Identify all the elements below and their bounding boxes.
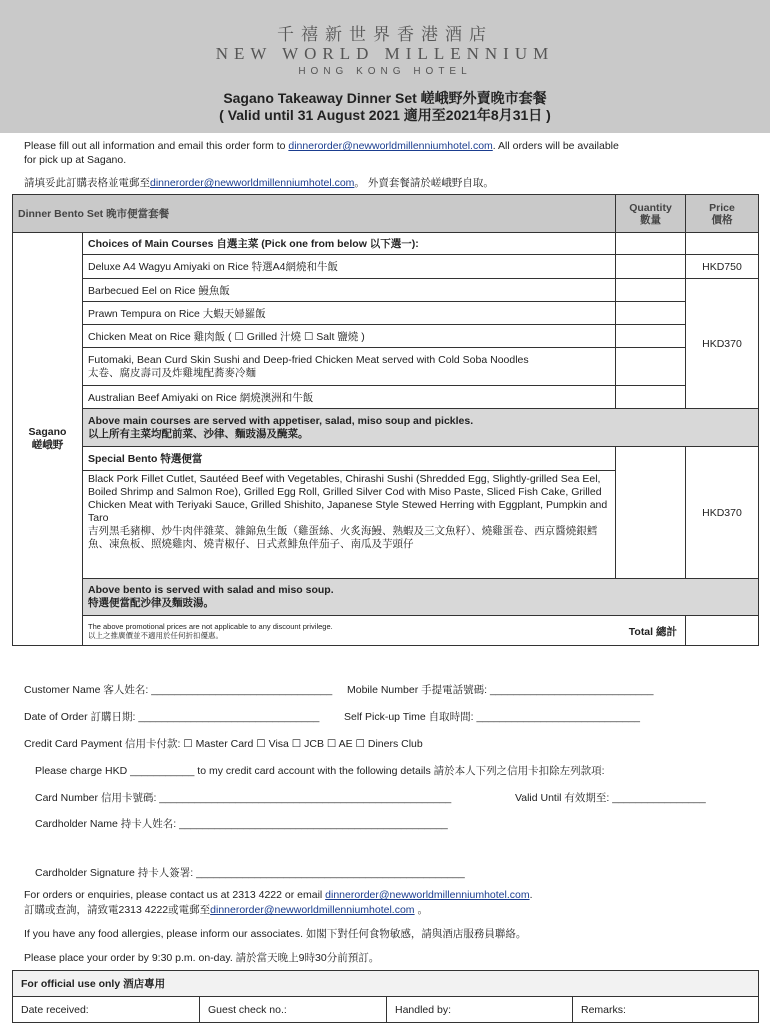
special-bento-note xyxy=(83,579,759,616)
menu-item-chicken: Chicken Meat on Rice 雞肉飯 ( ☐ Grilled 汁燒 ☐ Salt 鹽燒 ) xyxy=(83,325,616,348)
table-header-row xyxy=(13,195,759,233)
column-header-quantity: Quantity 數量 xyxy=(616,195,686,233)
quantity-input-eel[interactable] xyxy=(616,279,686,302)
credit-card-type-options[interactable]: Credit Card Payment 信用卡付款: ☐ Master Card ☐ Visa ☐ JCB ☐ AE ☐ Diners Club xyxy=(24,738,423,750)
charge-amount-field[interactable]: Please charge HKD ___________ to my credit card account with the following details 請於本人下列之信用卡扣除左列款項: xyxy=(35,765,605,777)
promo-note-zh: 以上之推廣價並不適用於任何折扣優惠。 xyxy=(88,630,223,640)
table-row xyxy=(13,279,759,302)
quantity-input-futomaki[interactable] xyxy=(616,348,686,386)
intro-zh-line xyxy=(24,175,494,190)
column-header-set: Dinner Bento Set 晚市便當套餐 xyxy=(13,195,616,233)
cardholder-signature-field[interactable]: Cardholder Signature 持卡人簽署: ______________________________________________ xyxy=(35,867,465,879)
handled-by-cell[interactable]: Handled by: xyxy=(387,997,573,1023)
allergy-note: If you have any food allergies, please inform our associates. 如閣下對任何食物敏感，請與酒店服務員聯絡。 xyxy=(24,928,527,940)
intro-en-line1 xyxy=(24,140,619,152)
choices-heading-row xyxy=(13,233,759,255)
official-use-table xyxy=(12,970,759,1023)
menu-item-wagyu: Deluxe A4 Wagyu Amiyaki on Rice 特選A4網燒和牛飯 xyxy=(83,255,616,279)
quantity-input-wagyu[interactable] xyxy=(616,255,686,279)
main-note-en: Above main courses are served with appetiser, salad, miso soup and pickles. xyxy=(88,414,474,427)
price-group-370: HKD370 xyxy=(686,279,759,409)
enquiry-zh-prefix: 訂購或查詢，請致電2313 4222或電郵至 xyxy=(24,904,211,916)
dinner-bento-table xyxy=(12,194,759,646)
set-title-line1: Sagano Takeaway Dinner Set 嵯峨野外賣晚市套餐 xyxy=(223,90,547,106)
main-courses-note xyxy=(83,409,759,447)
menu-item-prawn-tempura: Prawn Tempura on Rice 大蝦天婦羅飯 xyxy=(83,302,616,325)
guest-check-cell[interactable]: Guest check no.: xyxy=(200,997,387,1023)
special-note-zh: 特選便當配沙律及麵豉湯。 xyxy=(88,597,214,609)
main-note-row xyxy=(13,409,759,447)
table-row xyxy=(13,255,759,279)
special-desc-zh: 吉列黑毛豬柳、炒牛肉伴雜菜、雜錦魚生飯（雞蛋絲、火炙海鰻、熟蝦及三文魚籽）、燒雞蛋卷、西京醬燒銀鱈魚、凍魚板、照燒雞肉、燒青椒仔、日式煮鯡魚伴茄子、南瓜及芋頭仔 xyxy=(88,525,598,550)
main-note-zh: 以上所有主菜均配前菜、沙律、麵豉湯及醃菜。 xyxy=(88,427,309,440)
hotel-name-chinese: 千禧新世界香港酒店 xyxy=(277,25,493,45)
enquiry-en-prefix: For orders or enquiries, please contact us at 2313 4222 or email xyxy=(24,889,326,901)
total-label: Total 總計 xyxy=(628,626,677,638)
special-bento-title: Special Bento 特選便當 xyxy=(83,447,616,471)
enquiry-zh-suffix: 。 xyxy=(414,904,428,916)
menu-item-eel: Barbecued Eel on Rice 鰻魚飯 xyxy=(83,279,616,302)
total-row xyxy=(13,616,759,646)
special-note-row xyxy=(13,579,759,616)
special-note-en: Above bento is served with salad and miso soup. xyxy=(88,584,334,596)
promo-note-cell xyxy=(83,616,686,646)
menu-item-australian-beef: Australian Beef Amiyaki on Rice 網燒澳洲和牛飯 xyxy=(83,386,616,409)
enquiry-zh-line xyxy=(24,902,428,917)
menu-item-futomaki: Futomaki, Bean Curd Skin Sushi and Deep-fried Chicken Meat served with Cold Soba Noodles 太卷、腐皮壽司及炸雞塊配蕎麥冷麵 xyxy=(83,348,616,386)
enquiry-email-link[interactable]: dinnerorder@newworldmillenniumhotel.com xyxy=(325,889,530,901)
official-title-row xyxy=(13,971,759,997)
choices-heading: Choices of Main Courses 自選主菜 (Pick one from below 以下選一): xyxy=(83,233,616,255)
column-header-price: Price 價格 xyxy=(686,195,759,233)
intro-en-suffix: . All orders will be available xyxy=(492,140,619,152)
special-title-row xyxy=(13,447,759,471)
valid-until-field[interactable]: Valid Until 有效期至: ________________ xyxy=(515,792,706,804)
special-bento-description xyxy=(83,471,616,579)
quantity-input-prawn[interactable] xyxy=(616,302,686,325)
intro-en-line2: for pick up at Sagano. xyxy=(24,154,127,166)
set-title xyxy=(0,90,770,124)
pickup-time-field[interactable]: Self Pick-up Time 自取時間: ____________________________ xyxy=(344,711,640,723)
total-quantity-input[interactable] xyxy=(686,616,759,646)
intro-zh-suffix: 。 外賣套餐請於嵯峨野自取。 xyxy=(354,177,494,189)
table-row xyxy=(13,302,759,325)
set-title-line2: ( Valid until 31 August 2021 適用至2021年8月31日 ) xyxy=(219,107,551,123)
quantity-input-beef[interactable] xyxy=(616,386,686,409)
order-deadline-note: Please place your order by 9:30 p.m. on-day. 請於當天晚上9時30分前預訂。 xyxy=(24,952,380,964)
cardholder-name-field[interactable]: Cardholder Name 持卡人姓名: ______________________________________________ xyxy=(35,818,448,830)
special-desc-en: Black Pork Fillet Cutlet, Sautéed Beef with Vegetables, Chirashi Sushi (Shredded Egg, Slightly-grilled Sea Eel, Boiled Shrimp and Salmon Roe), Grilled Egg Roll, Grilled Silver Cod with Miso Paste, Sliced Fish Cake, Grilled Chicken Meat with Teriyaki Sauce, Grilled Shishito, Japanese Style Stewed Herring with Eggplant, Pumpkin and Taro xyxy=(88,473,608,524)
enquiry-en-dot: . xyxy=(529,889,533,901)
official-fields-row xyxy=(13,997,759,1023)
quantity-cell-heading xyxy=(616,233,686,255)
table-row xyxy=(13,325,759,348)
intro-en-prefix: Please fill out all information and email this order form to xyxy=(24,140,289,152)
hotel-name-english: NEW WORLD MILLENNIUM xyxy=(215,44,555,63)
quantity-input-chicken[interactable] xyxy=(616,325,686,348)
price-special: HKD370 xyxy=(686,447,759,579)
restaurant-name: Sagano 嵯峨野 xyxy=(13,233,83,646)
hotel-name-subtitle: HONG KONG HOTEL xyxy=(298,66,472,77)
price-cell-heading xyxy=(686,233,759,255)
date-of-order-field[interactable]: Date of Order 訂購日期: _______________________________ xyxy=(24,711,320,723)
quantity-input-special[interactable] xyxy=(616,447,686,579)
hotel-header xyxy=(0,0,770,133)
customer-name-field[interactable]: Customer Name 客人姓名: _______________________________ xyxy=(24,684,333,696)
order-email-link-zh[interactable]: dinnerorder@newworldmillenniumhotel.com xyxy=(150,177,355,189)
enquiry-email-link-zh[interactable]: dinnerorder@newworldmillenniumhotel.com xyxy=(210,904,415,916)
card-number-field[interactable]: Card Number 信用卡號碼: __________________________________________________ xyxy=(35,792,452,804)
price-wagyu: HKD750 xyxy=(686,255,759,279)
remarks-cell[interactable]: Remarks: xyxy=(573,997,759,1023)
order-email-link[interactable]: dinnerorder@newworldmillenniumhotel.com xyxy=(288,140,493,152)
mobile-number-field[interactable]: Mobile Number 手提電話號碼: ____________________________ xyxy=(347,684,654,696)
table-row xyxy=(13,348,759,386)
promo-note-en: The above promotional prices are not applicable to any discount privilege. xyxy=(88,621,333,631)
intro-zh-prefix: 請填妥此訂購表格並電郵至 xyxy=(24,177,150,189)
enquiry-en-line xyxy=(24,889,533,901)
official-use-title: For official use only 酒店專用 xyxy=(13,971,759,997)
date-received-cell[interactable]: Date received: xyxy=(13,997,200,1023)
table-row xyxy=(13,386,759,409)
